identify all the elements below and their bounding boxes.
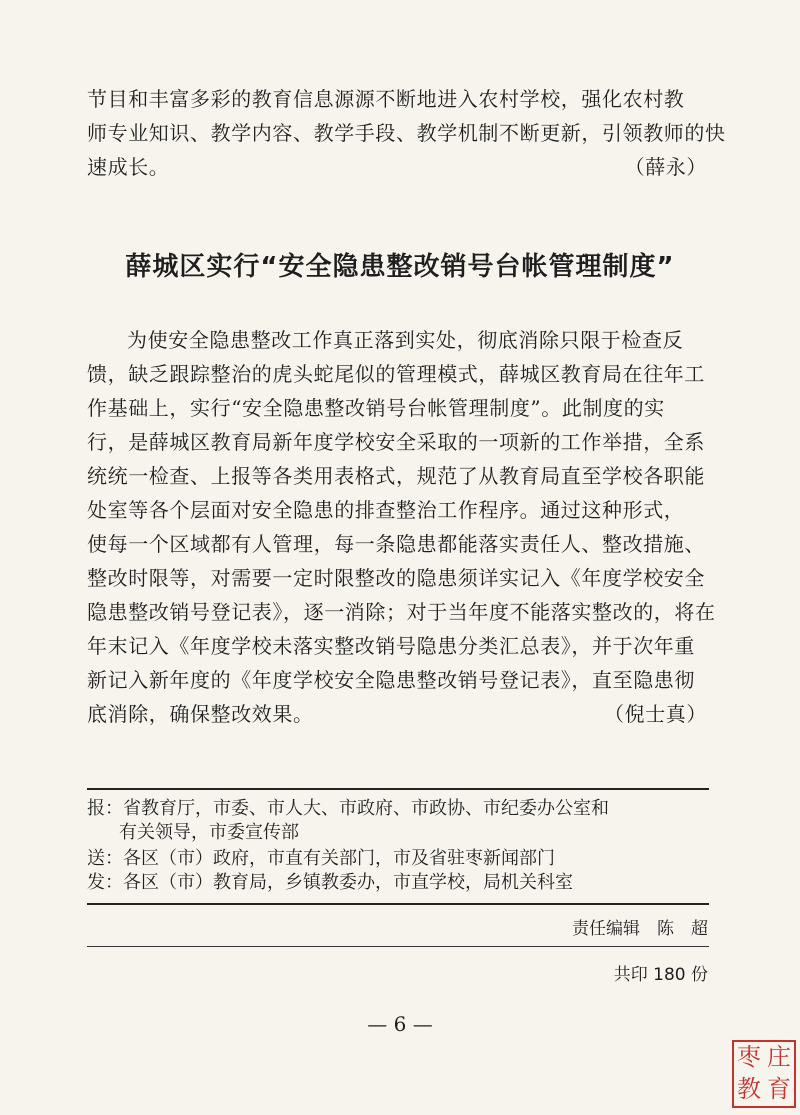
article-line: 处室等各个层面对安全隐患的排查整治工作程序。通过这种形式， xyxy=(87,498,685,522)
distribution-fa: 发：各区（市）教育局，乡镇教委办，市直学校，局机关科室 xyxy=(87,872,573,893)
distribution-song: 送：各区（市）政府，市直有关部门，市及省驻枣新闻部门 xyxy=(87,848,555,869)
top-article-author: （薛永） xyxy=(624,155,707,179)
page-number: — 6 — xyxy=(367,1012,433,1036)
seal-char: 庄 xyxy=(767,1043,791,1071)
article-line: 作基础上，实行“安全隐患整改销号台帐管理制度”。此制度的实 xyxy=(87,396,665,420)
seal-char: 枣 xyxy=(737,1043,761,1071)
article-line: 为使安全隐患整改工作真正落到实处，彻底消除只限于检查反 xyxy=(127,328,684,352)
seal-stamp xyxy=(732,1040,796,1108)
article-line: 行，是薛城区教育局新年度学校安全采取的一项新的工作举措，全系 xyxy=(87,430,705,454)
article-author: （倪士真） xyxy=(604,702,707,726)
seal-char: 教 xyxy=(737,1075,761,1103)
article-line: 使每一个区域都有人管理，每一条隐患都能落实责任人、整改措施、 xyxy=(87,532,705,556)
divider xyxy=(87,788,709,790)
article-line: 底消除，确保整改效果。 xyxy=(87,702,314,726)
top-article-line: 速成长。 xyxy=(87,155,170,179)
article-line: 整改时限等，对需要一定时限整改的隐患须详实记入《年度学校安全 xyxy=(87,566,705,590)
article-line: 统统一检查、上报等各类用表格式，规范了从教育局直至学校各职能 xyxy=(87,464,705,488)
divider xyxy=(87,903,709,905)
divider xyxy=(87,946,709,947)
responsible-editor: 责任编辑 陈 超 xyxy=(572,919,708,939)
seal-char: 育 xyxy=(767,1075,791,1103)
article-line: 隐患整改销号登记表》，逐一消除；对于当年度不能落实整改的，将在 xyxy=(87,600,716,624)
print-count: 共印 180 份 xyxy=(613,965,708,985)
top-article-line: 节目和丰富多彩的教育信息源源不断地进入农村学校，强化农村教 xyxy=(87,87,685,111)
article-line: 馈，缺乏跟踪整治的虎头蛇尾似的管理模式，薛城区教育局在往年工 xyxy=(87,362,705,386)
top-article-line: 师专业知识、教学内容、教学手段、教学机制不断更新，引领教师的快 xyxy=(87,121,726,145)
article-title: 薛城区实行“安全隐患整改销号台帐管理制度” xyxy=(125,252,675,282)
distribution-bao-cont: 有关领导，市委宣传部 xyxy=(119,822,299,843)
article-line: 年末记入《年度学校未落实整改销号隐患分类汇总表》，并于次年重 xyxy=(87,634,695,658)
article-line: 新记入新年度的《年度学校安全隐患整改销号登记表》，直至隐患彻 xyxy=(87,668,695,692)
distribution-bao: 报：省教育厅，市委、市人大、市政府、市政协、市纪委办公室和 xyxy=(87,798,609,819)
